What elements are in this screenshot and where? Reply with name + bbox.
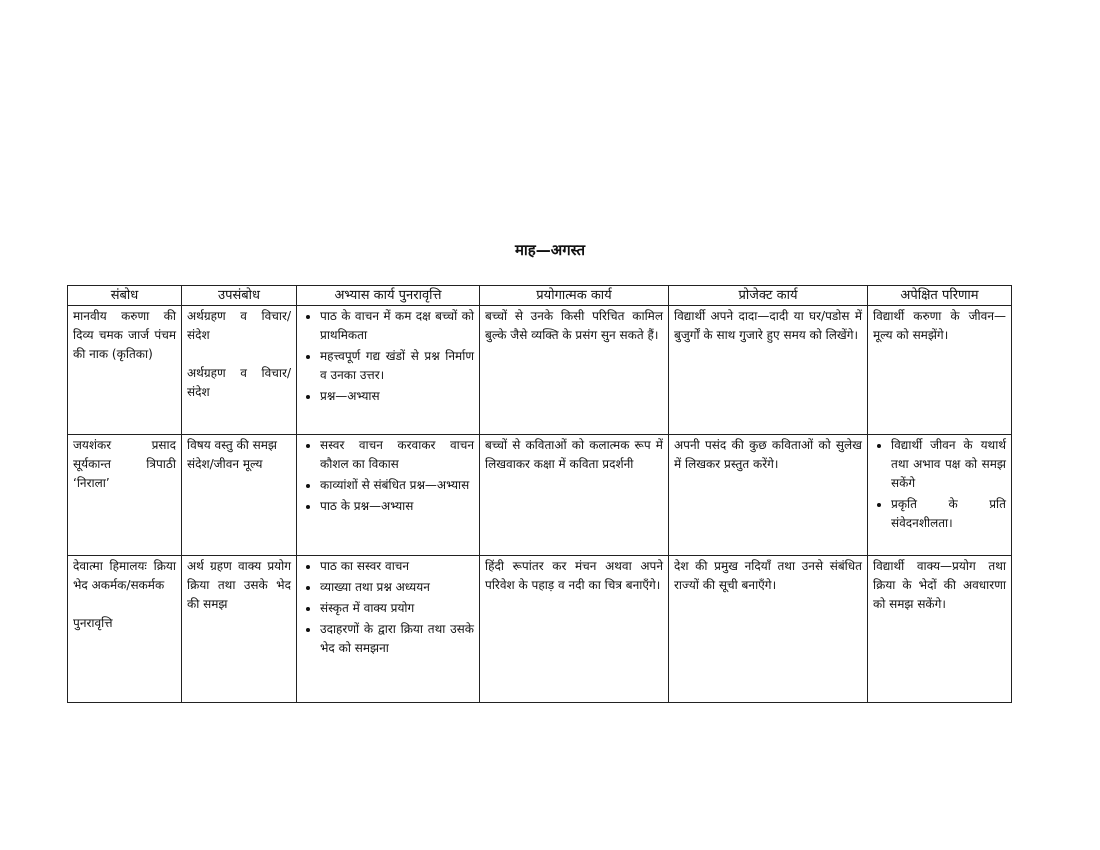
list-item: • विद्यार्थी जीवन के यथार्थ तथा अभाव पक्ष को समझ सकेंगे <box>891 436 1006 493</box>
list-item: • प्रकृति के प्रति संवेदनशीलता। <box>891 495 1006 533</box>
cell-prayogatmak: हिंदी रूपांतर कर मंचन अथवा अपने परिवेश के पहाड़ व नदी का चित्र बनाएँगे। <box>480 556 669 703</box>
list-item: • पाठ के प्रश्न—अभ्यास <box>320 497 474 516</box>
abhyas-list <box>302 307 474 406</box>
list-item: • पाठ का सस्वर वाचन <box>320 557 474 576</box>
cell-project: विद्यार्थी अपने दादा—दादी या घर/पडोस में बुजुर्गों के साथ गुजारे हुए समय को लिखेंगे। <box>669 306 868 435</box>
cell-text: संदेश/जीवन मूल्य <box>187 457 263 471</box>
cell-upsambodh: अर्थ ग्रहण वाक्य प्रयोग क्रिया तथा उसके भेद की समझ <box>182 556 297 703</box>
table-row <box>68 556 1012 703</box>
list-item: • महत्त्वपूर्ण गद्य खंडों से प्रश्न निर्माण व उनका उत्तर। <box>320 347 474 385</box>
list-item: • सस्वर वाचन करवाकर वाचन कौशल का विकास <box>320 436 474 474</box>
header-project: प्रोजेक्ट कार्य <box>669 286 868 306</box>
list-item: • संस्कृत में वाक्य प्रयोग <box>320 599 474 618</box>
cell-text: देवात्मा हिमालयः क्रिया भेद अकर्मक/सकर्मक <box>73 559 176 592</box>
abhyas-list <box>302 557 474 658</box>
cell-parinam: विद्यार्थी वाक्य—प्रयोग तथा क्रिया के भेदों की अवधारणा को समझ सकेंगे। <box>868 556 1012 703</box>
header-sambodh: संबोध <box>68 286 182 306</box>
cell-upsambodh <box>182 306 297 435</box>
cell-text: पुनरावृत्ति <box>73 616 113 630</box>
header-upsambodh: उपसंबोध <box>182 286 297 306</box>
cell-abhyas <box>297 435 480 556</box>
cell-text: मानवीय करुणा की दिव्य चमक <box>73 309 176 342</box>
cell-text: अर्थग्रहण व विचार/संदेश <box>187 309 291 342</box>
header-parinam: अपेक्षित परिणाम <box>868 286 1012 306</box>
cell-prayogatmak: बच्चों से कविताओं को कलात्मक रूप में लिखवाकर कक्षा में कविता प्रदर्शनी <box>480 435 669 556</box>
header-abhyas: अभ्यास कार्य पुनरावृत्ति <box>297 286 480 306</box>
cell-sambodh <box>68 556 182 703</box>
cell-prayogatmak: बच्चों से उनके किसी परिचित कामिल बुल्के जैसे व्यक्ति के प्रसंग सुन सकते हैं। <box>480 306 669 435</box>
list-item: • व्याख्या तथा प्रश्न अध्ययन <box>320 578 474 597</box>
cell-project: अपनी पसंद की कुछ कविताओं को सुलेख में लिखकर प्रस्तुत करेंगे। <box>669 435 868 556</box>
cell-parinam <box>868 435 1012 556</box>
cell-text: अर्थग्रहण व विचार/संदेश <box>187 366 291 399</box>
table-row <box>68 435 1012 556</box>
abhyas-list <box>302 436 474 516</box>
list-item: • उदाहरणों के द्वारा क्रिया तथा उसके भेद को समझना <box>320 620 474 658</box>
cell-text: विषय वस्तु की समझ <box>187 438 277 452</box>
header-prayogatmak: प्रयोगात्मक कार्य <box>480 286 669 306</box>
list-item: • काव्यांशों से संबंधित प्रश्न—अभ्यास <box>320 476 474 495</box>
list-item: • पाठ के वाचन में कम दक्ष बच्चों को प्राथमिकता <box>320 307 474 345</box>
page-title: माह—अगस्त <box>514 241 586 259</box>
lesson-plan-table <box>67 285 1012 703</box>
cell-project: देश की प्रमुख नदियाँ तथा उनसे संबंधित राज्यों की सूची बनाएँगे। <box>669 556 868 703</box>
list-item: • प्रश्न—अभ्यास <box>320 387 474 406</box>
header-row <box>68 286 1012 306</box>
cell-text: जार्ज पंचम की नाक (कृतिका) <box>73 328 176 361</box>
cell-abhyas <box>297 306 480 435</box>
cell-abhyas <box>297 556 480 703</box>
cell-parinam: विद्यार्थी करुणा के जीवन—मूल्य को समझेंगे। <box>868 306 1012 435</box>
cell-sambodh <box>68 306 182 435</box>
parinam-list <box>873 436 1006 533</box>
table-row <box>68 306 1012 435</box>
cell-sambodh: जयशंकर प्रसाद सूर्यकान्त त्रिपाठी ‘निराला’ <box>68 435 182 556</box>
cell-upsambodh <box>182 435 297 556</box>
